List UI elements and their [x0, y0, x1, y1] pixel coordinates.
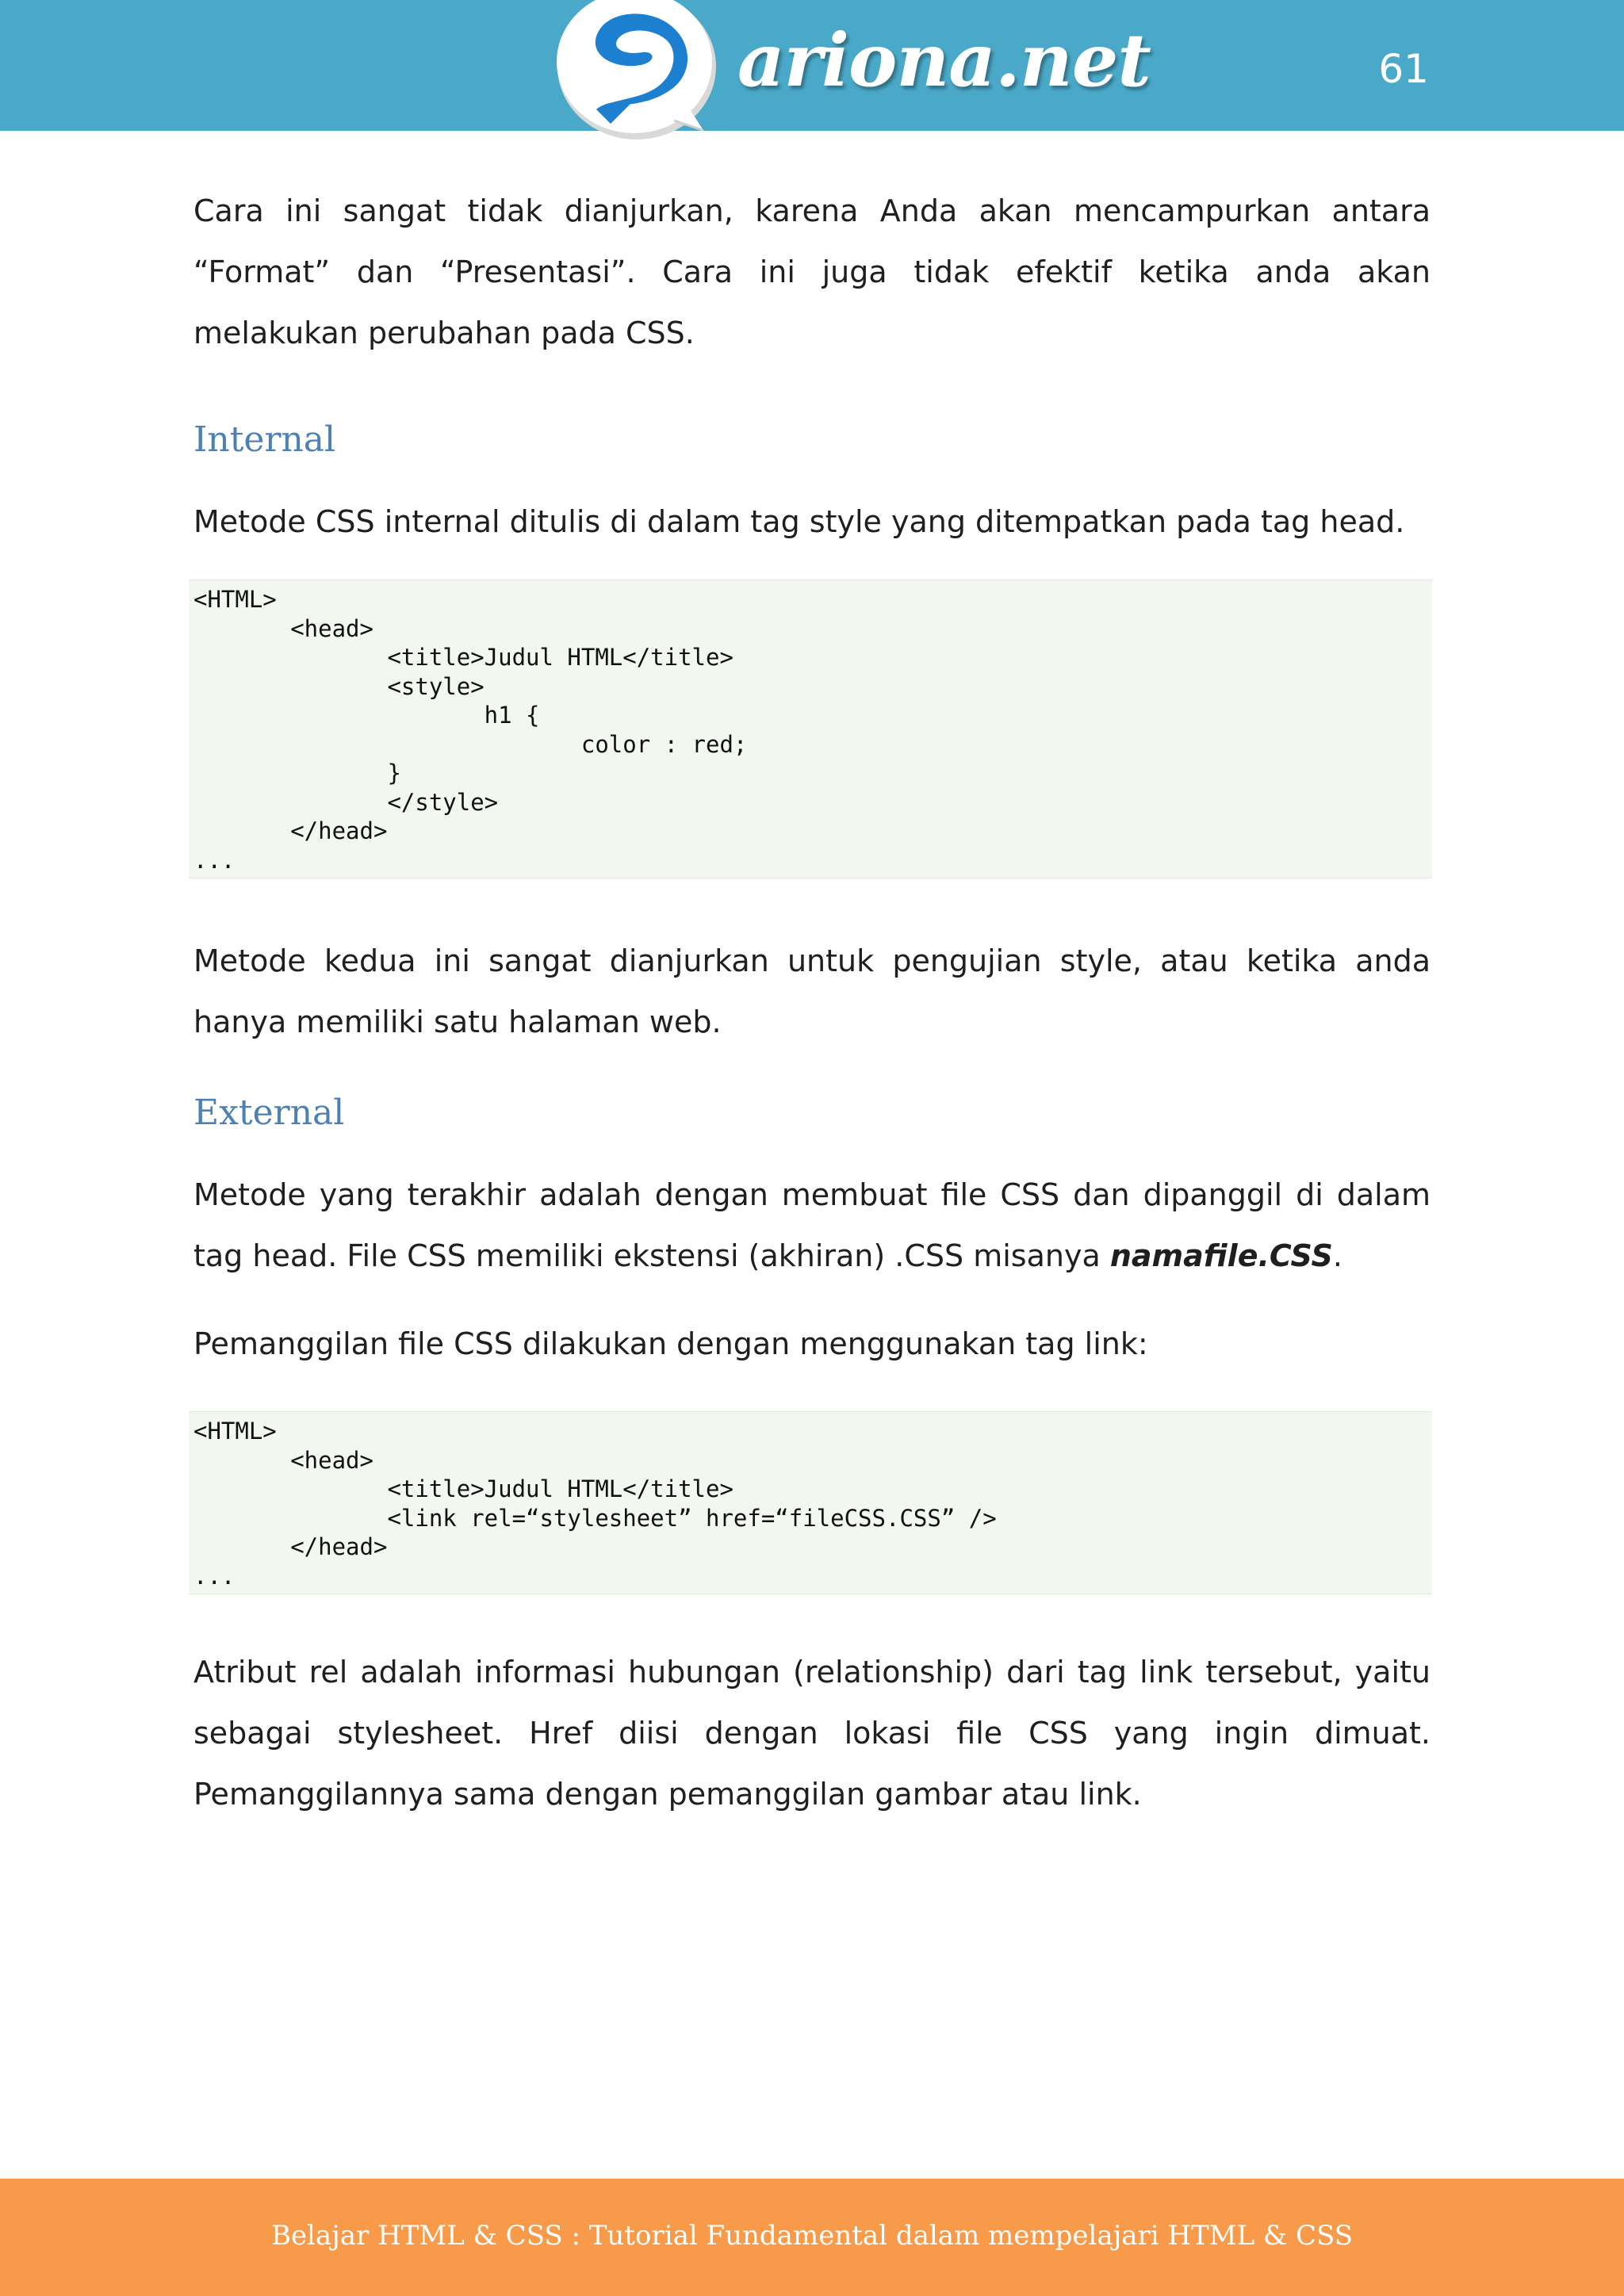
paragraph-method-two-note: Metode kedua ini sangat dianjurkan untuk pengujian style, atau ketika anda hanya memiliki satu halaman web.: [193, 943, 1431, 1039]
page-content: [193, 181, 1431, 1825]
filename-emphasis: namafile.CSS: [1109, 1238, 1333, 1273]
paragraph-rel-attribute: Atribut rel adalah informasi hubungan (relationship) dari tag link tersebut, yaitu sebagai stylesheet. Href diisi dengan lokasi file CSS yang ingin dimuat. Pemanggilannya sama dengan pemanggilan gambar atau link.: [193, 1655, 1431, 1812]
paragraph-internal-description: Metode CSS internal ditulis di dalam tag style yang ditempatkan pada tag head.: [193, 504, 1405, 539]
logo-badge-icon: [555, 0, 718, 143]
heading-external: External: [193, 1093, 345, 1133]
site-logo[interactable]: [555, 0, 1151, 147]
paragraph-external-end: .: [1332, 1238, 1342, 1273]
footer-book-title: Belajar HTML & CSS : Tutorial Fundamental dalam mempelajari HTML & CSS: [270, 2220, 1354, 2252]
paragraph-format-presentasi: Cara ini sangat tidak dianjurkan, karena Anda akan mencampurkan antara “Format” dan “Presentasi”. Cara ini juga tidak efektif ketika anda akan melakukan perubahan pada CSS.: [193, 193, 1431, 350]
paragraph-external-text: Metode yang terakhir adalah dengan membuat file CSS dan dipanggil di dalam tag head. File CSS memiliki ekstensi (akhiran) .CSS misanya: [193, 1177, 1431, 1273]
paragraph-external-description: [193, 1165, 1431, 1287]
code-block-internal-css: <HTML> <head> <title>Judul HTML</title> <style> h1 { color : red; } </style> </head> ...: [189, 580, 1432, 878]
heading-internal: Internal: [193, 419, 336, 460]
paragraph-link-tag: Pemanggilan file CSS dilakukan dengan menggunakan tag link:: [193, 1326, 1148, 1361]
logo-text: ariona.net: [737, 17, 1151, 103]
page-header: [0, 0, 1624, 131]
page-number: 61: [1378, 46, 1429, 92]
page-footer: [0, 2179, 1624, 2296]
code-block-external-css: <HTML> <head> <title>Judul HTML</title> <link rel=“stylesheet” href=“fileCSS.CSS” /> </head> ...: [189, 1411, 1432, 1594]
